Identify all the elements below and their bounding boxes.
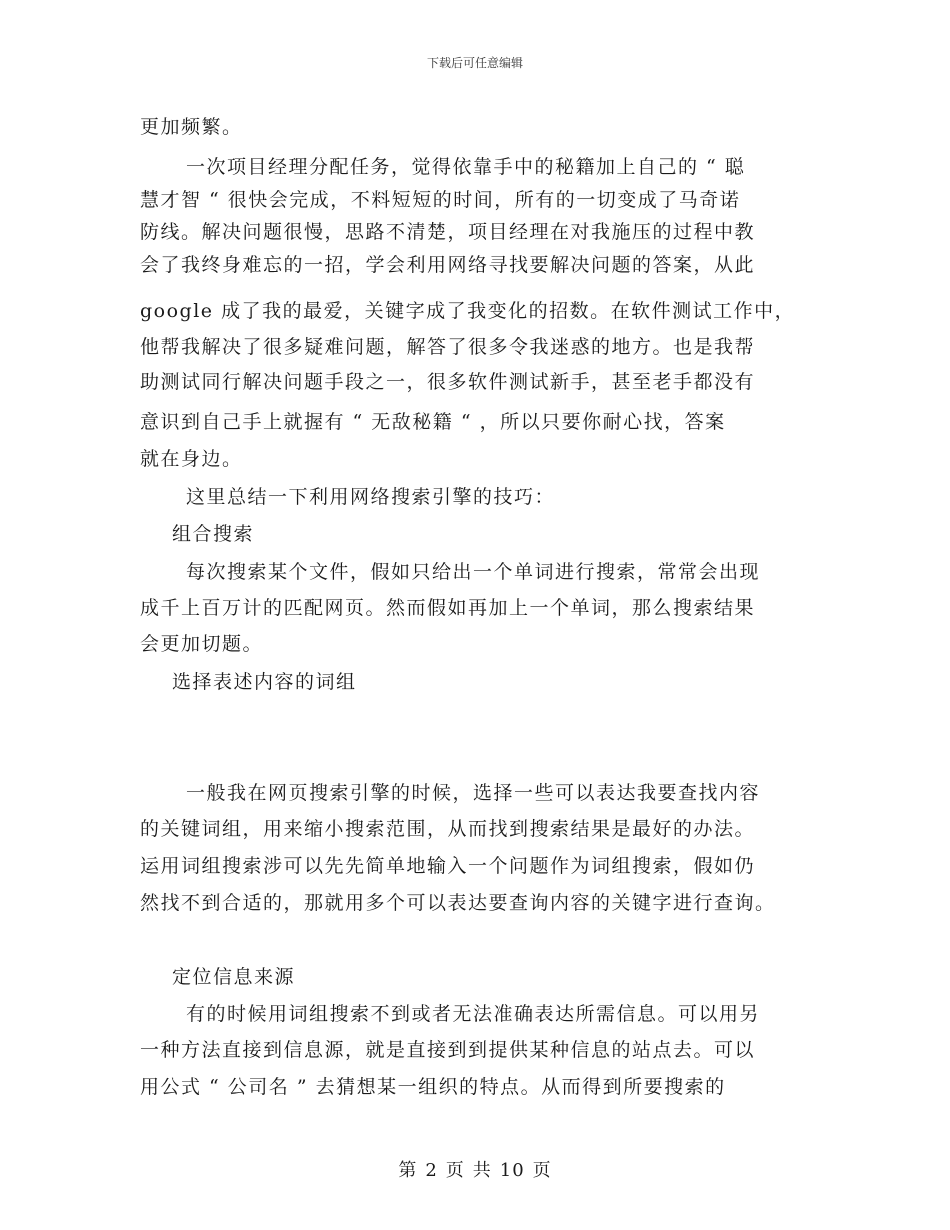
paragraph-line: 会了我终身难忘的一招，学会利用网络寻找要解决问题的答案，从此 [140, 254, 756, 276]
paragraph-line: 每次搜索某个文件，假如只给出一个单词进行搜索，常常会出现 [186, 561, 761, 583]
paragraph-line: 这里总结一下利用网络搜索引擎的技巧： [186, 486, 556, 508]
paragraph-line: 更加频繁。 [140, 116, 243, 138]
paragraph-line: 助测试同行解决问题手段之一，很多软件测试新手，甚至老手都没有 [140, 371, 756, 393]
paragraph-line: 慧才智 “ 很快会完成，不料短短的时间，所有的一切变成了马奇诺 [140, 189, 741, 211]
paragraph-line: 然找不到合适的，那就用多个可以表达要查询内容的关键字进行查询。 [140, 892, 776, 914]
page-footer [0, 1156, 950, 1182]
section-heading: 组合搜索 [172, 523, 255, 545]
paragraph-line: 运用词组搜索涉可以先先简单地输入一个问题作为词组搜索，假如仍 [140, 855, 756, 877]
footer-total-label: 共 [472, 1160, 492, 1181]
paragraph-line: 会更加切题。 [140, 633, 264, 655]
paragraph-line: 一种方法直接到信息源，就是直接到到提供某种信息的站点去。可以 [140, 1039, 756, 1061]
paragraph-line: 的关键词组，用来缩小搜索范围，从而找到搜索结果是最好的办法。 [140, 818, 756, 840]
paragraph-line: 成千上百万计的匹配网页。然而假如再加上一个单词，那么搜索结果 [140, 597, 756, 619]
page-header: 下载后可任意编辑 [426, 56, 523, 70]
paragraph-line: 防线。解决问题很慢，思路不清楚，项目经理在对我施压的过程中教 [140, 221, 756, 243]
footer-page-unit: 页 [445, 1160, 465, 1181]
paragraph-line: 一次项目经理分配任务，觉得依靠手中的秘籍加上自己的 “ 聪 [186, 156, 746, 178]
paragraph-line: 一般我在网页搜索引擎的时候，选择一些可以表达我要查找内容 [186, 782, 761, 804]
footer-page-label: 第 [398, 1160, 418, 1181]
section-heading: 定位信息来源 [172, 966, 296, 988]
footer-page-number: 2 [425, 1160, 438, 1181]
paragraph-line: google 成了我的最爱，关键字成了我变化的招数。在软件测试工作中， [140, 300, 796, 322]
paragraph-line: 有的时候用词组搜索不到或者无法准确表达所需信息。可以用另 [186, 1003, 761, 1025]
section-heading: 选择表述内容的词组 [172, 671, 357, 693]
paragraph-line: 用公式 “ 公司名 ” 去猜想某一组织的特点。从而得到所要搜索的 [140, 1076, 726, 1098]
footer-total-pages: 10 [499, 1160, 525, 1181]
paragraph-line: 就在身边。 [140, 448, 243, 470]
footer-total-unit: 页 [532, 1160, 552, 1181]
paragraph-line: 意识到自己手上就握有 “ 无敌秘籍 “ ，所以只要你耐心找，答案 [140, 411, 726, 433]
paragraph-line: 他帮我解决了很多疑难问题，解答了很多令我迷惑的地方。也是我帮 [140, 336, 756, 358]
